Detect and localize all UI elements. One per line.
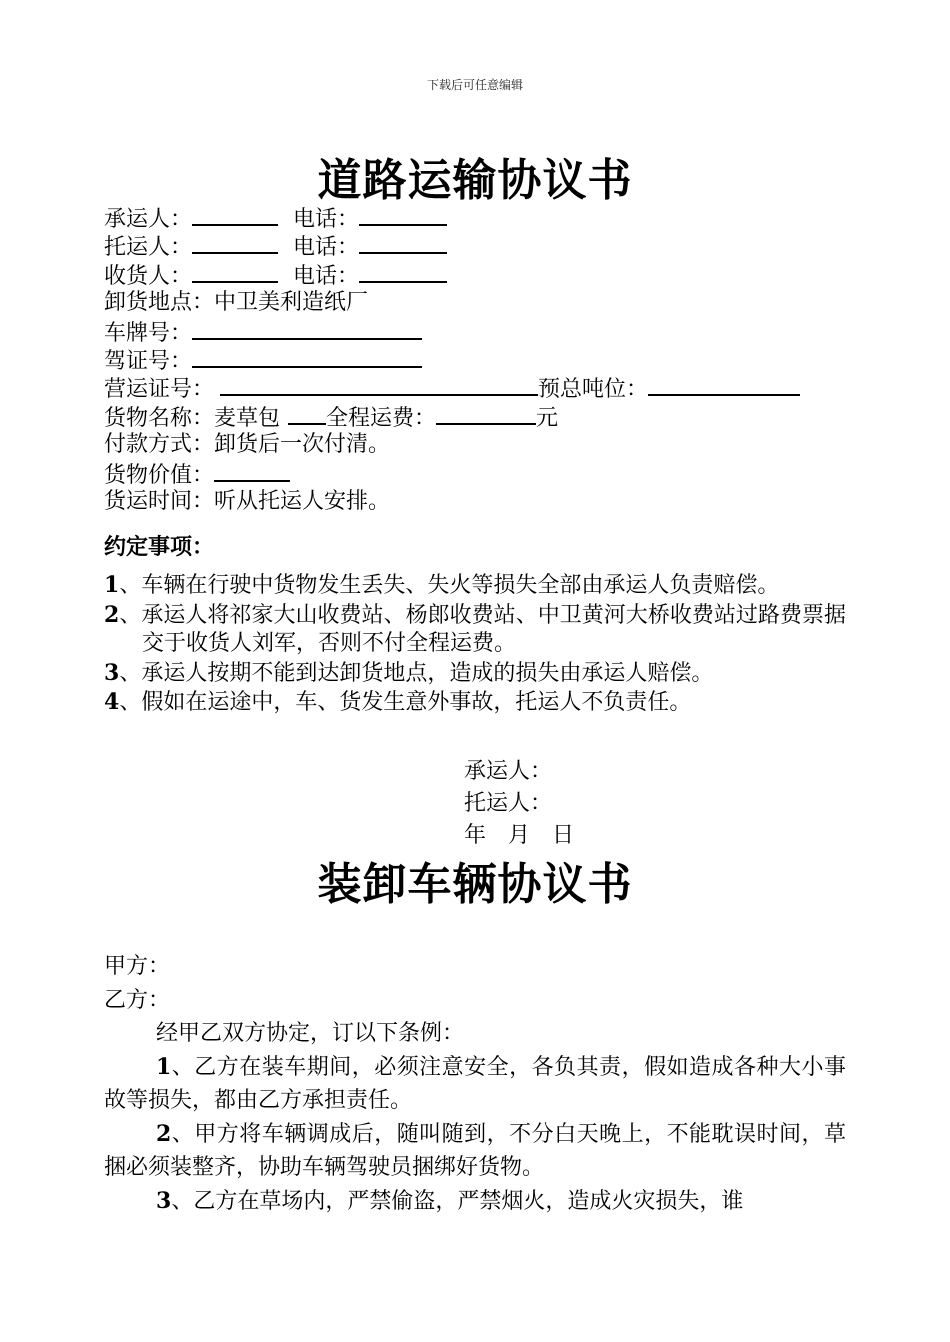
tonnage-blank [648, 374, 800, 396]
unload-place-value: 中卫美利造纸厂 [214, 290, 369, 316]
item-number: 1 [156, 1053, 172, 1080]
goods-value-row [104, 460, 844, 488]
transport-fields [104, 204, 844, 516]
time-value: 听从托运人安排。 [214, 488, 391, 514]
plate-label: 车牌号： [104, 320, 193, 346]
payment-value: 卸货后一次付清。 [214, 432, 391, 458]
term-text: 、承运人将祁家大山收费站、杨郎收费站、中卫黄河大桥收费站过路费票据交于收货人刘军，否则不付全程运费。 [119, 602, 846, 656]
agreement-item [104, 1051, 846, 1118]
item-number: 2 [156, 1120, 172, 1147]
goods-label: 货物名称： [104, 405, 215, 431]
plate-blank [192, 318, 422, 340]
shipper-row [104, 232, 844, 260]
sign-carrier: 承运人： [464, 759, 553, 784]
shipper-blank [192, 232, 278, 254]
license-blank [192, 346, 422, 368]
carrier-phone-blank [359, 204, 447, 226]
sign-date: 年 月 日 [464, 823, 575, 848]
section-title-terms: 约定事项： [104, 534, 215, 560]
goods-blank [288, 403, 326, 425]
term-text: 、承运人按期不能到达卸货地点，造成的损失由承运人赔偿。 [119, 660, 714, 686]
agreement-intro: 经甲乙双方协定，订以下条例： [156, 1021, 465, 1046]
goods-value: 麦草包 [214, 405, 281, 431]
term-item [104, 659, 846, 689]
consignee-phone-blank [359, 261, 447, 283]
header-note: 下载后可任意编辑 [426, 78, 523, 92]
time-label: 货运时间： [104, 488, 215, 514]
term-text: 、假如在运途中，车、货发生意外事故，托运人不负责任。 [119, 690, 692, 715]
item-text: 、乙方在装车期间，必须注意安全，各负其责，假如造成各种大小事故等损失，都由乙方承担责任。 [104, 1054, 846, 1113]
agreement-item [104, 1185, 846, 1219]
item-text: 、甲方将车辆调成后，随叫随到，不分白天晚上，不能耽误时间，草捆必须装整齐，协助车辆驾驶员捆绑好货物。 [104, 1121, 846, 1180]
fee-unit: 元 [536, 405, 559, 431]
party-b: 乙方： [104, 987, 171, 1013]
term-item [104, 571, 846, 601]
consignee-row [104, 261, 844, 289]
carrier-phone-label: 电话： [293, 207, 360, 232]
carrier-blank [192, 204, 278, 226]
permit-label: 营运证号： [104, 377, 215, 403]
carrier-label: 承运人： [104, 207, 193, 232]
term-text: 、车辆在行驶中货物发生丢失、失火等损失全部由承运人负责赔偿。 [119, 573, 780, 598]
term-number: 3 [104, 659, 120, 686]
term-number: 4 [104, 689, 120, 715]
shipper-label: 托运人： [104, 235, 193, 261]
signature-block [464, 756, 574, 852]
term-number: 1 [104, 572, 120, 598]
document-title-loading: 装卸车辆协议书 [317, 859, 633, 910]
unload-place-row [104, 289, 844, 317]
goods-row [104, 403, 844, 431]
plate-row [104, 318, 844, 346]
party-a: 甲方： [104, 954, 171, 979]
consignee-phone-label: 电话： [293, 263, 360, 289]
permit-blank [220, 374, 538, 396]
payment-row [104, 431, 844, 459]
shipper-phone-blank [359, 232, 447, 254]
consignee-label: 收货人： [104, 263, 193, 289]
time-row [104, 488, 844, 516]
unload-place-label: 卸货地点： [104, 290, 215, 316]
item-number: 3 [156, 1187, 172, 1214]
agreement-item [104, 1118, 846, 1185]
license-row [104, 346, 844, 374]
terms-list [104, 571, 846, 718]
loading-agreement-body [104, 950, 846, 1218]
term-item [104, 688, 846, 718]
term-item [104, 601, 846, 659]
payment-label: 付款方式： [104, 432, 215, 458]
document-title-road-transport: 道路运输协议书 [317, 155, 633, 206]
goods-worth-blank [214, 460, 290, 482]
term-number: 2 [104, 601, 120, 628]
goods-worth-label: 货物价值： [104, 462, 215, 488]
fee-label: 全程运费： [326, 405, 437, 431]
permit-row [104, 374, 844, 402]
consignee-blank [192, 261, 278, 283]
fee-blank [436, 403, 536, 425]
item-text: 、乙方在草场内，严禁偷盗，严禁烟火，造成火灾损失，谁 [171, 1188, 744, 1214]
tonnage-label: 预总吨位： [538, 377, 649, 403]
shipper-phone-label: 电话： [293, 235, 360, 261]
sign-shipper: 托运人： [464, 791, 553, 816]
license-label: 驾证号： [104, 348, 193, 374]
carrier-row [104, 204, 844, 232]
